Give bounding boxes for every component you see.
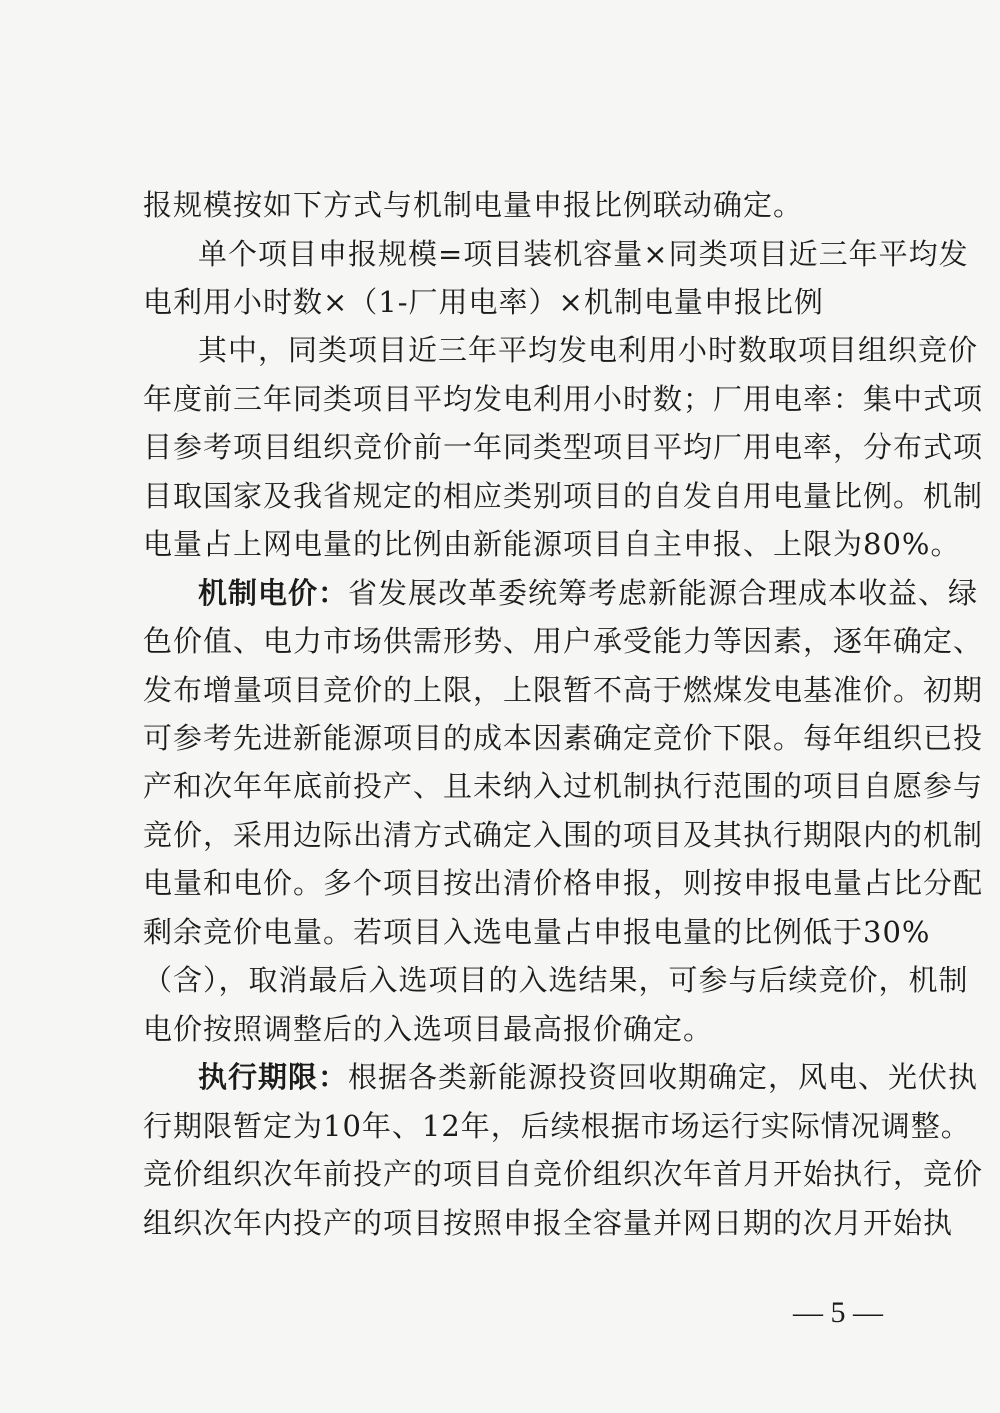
formula-line: 电利用小时数×（1-厂用电率）×机制电量申报比例 — [143, 285, 824, 319]
paragraph-line: 执行期限：根据各类新能源投资回收期确定，风电、光伏执 — [198, 1060, 979, 1094]
paragraph-line: 电量和电价。多个项目按出清价格申报，则按申报电量占比分配 — [143, 866, 984, 900]
page-number: — 5 — — [793, 1296, 883, 1329]
paragraph-line: （含），取消最后入选项目的入选结果，可参与后续竞价，机制 — [143, 963, 969, 997]
paragraph-line: 剩余竞价电量。若项目入选电量占申报电量的比例低于30% — [143, 915, 931, 949]
paragraph-line: 其中，同类项目近三年平均发电利用小时数取项目组织竞价 — [198, 333, 979, 367]
paragraph-line: 色价值、电力市场供需形势、用户承受能力等因素，逐年确定、 — [143, 624, 984, 658]
section-label: 机制电价： — [198, 576, 349, 610]
paragraph-line: 电价按照调整后的入选项目最高报价确定。 — [143, 1012, 714, 1046]
paragraph-line: 报规模按如下方式与机制电量申报比例联动确定。 — [143, 188, 804, 222]
paragraph-line: 目参考项目组织竞价前一年同类型项目平均厂用电率，分布式项 — [143, 430, 984, 464]
paragraph-line: 发布增量项目竞价的上限，上限暂不高于燃煤发电基准价。初期 — [143, 673, 984, 707]
paragraph-line: 电量占上网电量的比例由新能源项目自主申报、上限为80%。 — [143, 527, 961, 561]
paragraph-line: 行期限暂定为10年、12年，后续根据市场运行实际情况调整。 — [143, 1109, 971, 1143]
paragraph-line: 年度前三年同类项目平均发电利用小时数；厂用电率：集中式项 — [143, 382, 984, 416]
paragraph-line: 组织次年内投产的项目按照申报全容量并网日期的次月开始执 — [143, 1206, 954, 1240]
paragraph-line: 机制电价：省发展改革委统筹考虑新能源合理成本收益、绿 — [198, 576, 979, 610]
paragraph-line: 竞价，采用边际出清方式确定入围的项目及其执行期限内的机制 — [143, 818, 984, 852]
section-label: 执行期限： — [198, 1060, 349, 1094]
paragraph-line: 目取国家及我省规定的相应类别项目的自发自用电量比例。机制 — [143, 479, 984, 513]
paragraph-line: 产和次年年底前投产、且未纳入过机制执行范围的项目自愿参与 — [143, 769, 984, 803]
paragraph-line: 竞价组织次年前投产的项目自竞价组织次年首月开始执行，竞价 — [143, 1157, 984, 1191]
formula-line: 单个项目申报规模=项目装机容量×同类项目近三年平均发 — [198, 237, 969, 271]
paragraph-line: 可参考先进新能源项目的成本因素确定竞价下限。每年组织已投 — [143, 721, 984, 755]
